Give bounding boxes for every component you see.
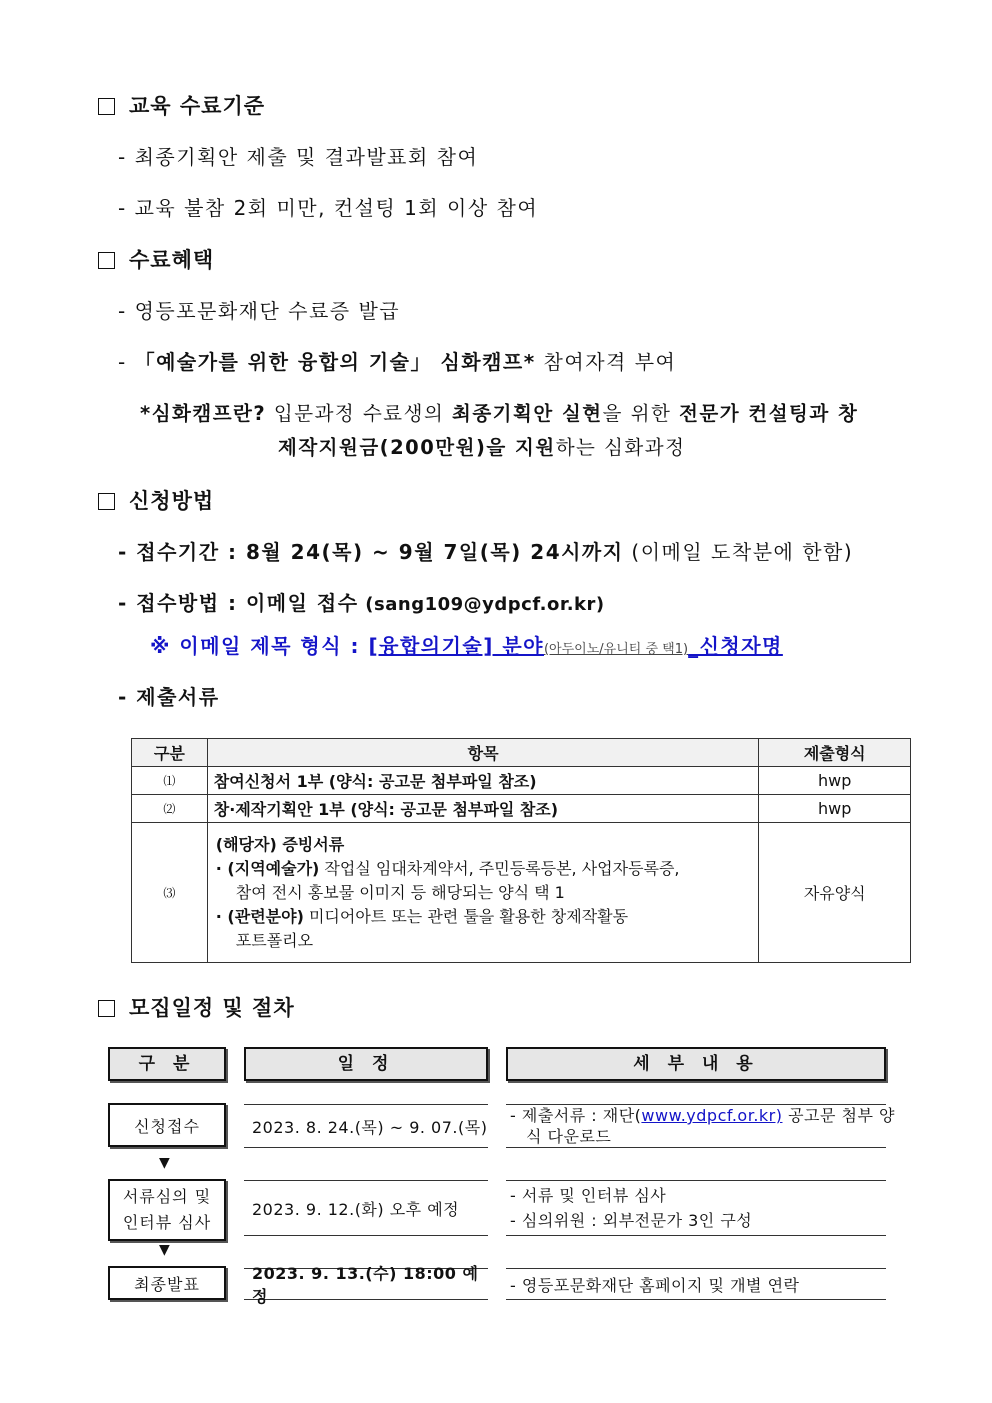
checkbox-icon (98, 493, 115, 510)
step-apply: 신청접수 (108, 1103, 226, 1147)
step-apply-date: 2023. 8. 24.(목) ~ 9. 07.(목) (244, 1104, 488, 1148)
table-header-row (132, 739, 911, 767)
item-line: 참여 전시 홍보물 이미지 등 해당되는 양식 택 1 (235, 882, 565, 902)
step-apply-detail (506, 1104, 895, 1148)
detail-text: 공고문 첨부 양 (782, 1106, 895, 1125)
step-review (108, 1179, 226, 1241)
item-emphasis: · (지역예술가) (215, 858, 320, 878)
schedule-header-detail: 세 부 내 용 (506, 1047, 886, 1081)
item-text: 작업실 임대차계약서, 주민등록등본, 사업자등록증, (319, 858, 680, 878)
subject-format: [융합의기술] 분야 (368, 634, 544, 658)
row-item (207, 823, 759, 963)
row-format: hwp (759, 795, 911, 823)
step-announce-detail: - 영등포문화재단 홈페이지 및 개별 연락 (506, 1268, 886, 1300)
column-header: 구분 (132, 739, 208, 767)
step-review-detail (506, 1180, 886, 1236)
checkbox-icon (98, 98, 115, 115)
down-arrow-icon: ▼ (159, 1242, 170, 1258)
note-emphasis: 전문가 컨설팅과 창 (679, 402, 859, 425)
subject-tail: _신청자명 (688, 634, 783, 658)
schedule-header-category: 구 분 (108, 1047, 226, 1081)
period-note: (이메일 도착분에 한함) (623, 540, 854, 564)
step-review-line: 인터뷰 심사 (122, 1213, 212, 1232)
section-heading-apply (98, 485, 214, 515)
row-item: 참여신청서 1부 (양식: 공고문 첨부파일 참조) (207, 767, 759, 795)
camp-note-line-2 (278, 432, 685, 460)
method-emphasis: - 접수방법 : 이메일 접수 (118, 591, 359, 615)
apply-period (118, 536, 853, 565)
section-title: 수료혜택 (129, 248, 215, 272)
detail-text: - 제출서류 : 재단( (510, 1106, 642, 1125)
note-emphasis: 제작지원금(200만원)을 지원 (278, 436, 556, 459)
camp-note-line-1 (140, 398, 858, 426)
subject-option: (아두이노/유니티 중 택1) (543, 642, 689, 657)
period-emphasis: - 접수기간 : 8월 24(목) ~ 9월 7일(목) 24시까지 (118, 540, 624, 564)
section-title: 교육 수료기준 (129, 94, 266, 118)
section-heading-benefits (98, 244, 214, 274)
benefit-item-2 (118, 346, 676, 375)
row-number: ⑶ (132, 823, 208, 963)
step-announce-date: 2023. 9. 13.(수) 18:00 예정 (244, 1268, 488, 1300)
item-emphasis: · (관련분야) (215, 906, 304, 926)
detail-line: - 심의위원 : 외부전문가 3인 구성 (510, 1211, 753, 1230)
docs-title: - 제출서류 (118, 685, 220, 709)
down-arrow-icon: ▼ (159, 1155, 170, 1171)
item-line: (해당자) 증빙서류 (215, 834, 345, 854)
note-label: *심화캠프란? (140, 402, 267, 425)
detail-line: 식 다운로드 (526, 1127, 612, 1146)
row-item: 창·제작기획안 1부 (양식: 공고문 첨부파일 참조) (207, 795, 759, 823)
item-line: 포트폴리오 (235, 930, 314, 950)
benefit-item-1: - 영등포문화재단 수료증 발급 (118, 299, 401, 323)
table-row (132, 823, 911, 963)
completion-item-1: - 최종기획안 제출 및 결과발표회 참여 (118, 145, 479, 169)
schedule-header-date: 일 정 (244, 1047, 488, 1081)
benefit-rest: 참여자격 부여 (535, 350, 677, 374)
step-review-date: 2023. 9. 12.(화) 오후 예정 (244, 1180, 488, 1236)
item-text: 미디어아트 또는 관련 툴을 활용한 창제작활동 (303, 906, 629, 926)
step-announce: 최종발표 (108, 1266, 226, 1300)
camp-name: 「예술가를 위한 융합의 기술」 심화캠프* (134, 350, 536, 374)
completion-item-2: - 교육 불참 2회 미만, 컨설팅 1회 이상 참여 (118, 196, 539, 220)
table-row (132, 767, 911, 795)
note-text: 하는 심화과정 (555, 436, 686, 459)
email-subject-format (150, 630, 783, 659)
contact-email[interactable]: (sang109@ydpcf.or.kr) (358, 594, 605, 615)
foundation-website-link[interactable]: www.ydpcf.or.kr) (641, 1106, 783, 1125)
section-heading-completion (98, 90, 265, 120)
table-row (132, 795, 911, 823)
note-text: 입문과정 수료생의 (266, 402, 452, 425)
note-emphasis: 최종기획안 실현 (452, 402, 603, 425)
checkbox-icon (98, 252, 115, 269)
column-header: 항목 (207, 739, 759, 767)
row-format: 자유양식 (759, 823, 911, 963)
section-heading-schedule (98, 992, 295, 1022)
subject-label: ※ 이메일 제목 형식 : (150, 634, 369, 658)
row-number: ⑵ (132, 795, 208, 823)
column-header: 제출형식 (759, 739, 911, 767)
section-title: 신청방법 (129, 489, 215, 513)
section-title: 모집일정 및 절차 (129, 996, 295, 1020)
item-line (216, 857, 751, 881)
detail-line: - 서류 및 인터뷰 심사 (510, 1186, 667, 1205)
documents-table (131, 738, 911, 963)
row-format: hwp (759, 767, 911, 795)
apply-method (118, 587, 605, 616)
checkbox-icon (98, 1000, 115, 1017)
detail-line (510, 1105, 895, 1126)
row-number: ⑴ (132, 767, 208, 795)
step-review-line: 서류심의 및 (122, 1187, 212, 1206)
note-text: 을 위한 (602, 402, 680, 425)
bullet: - (118, 350, 135, 374)
item-line (216, 905, 751, 929)
